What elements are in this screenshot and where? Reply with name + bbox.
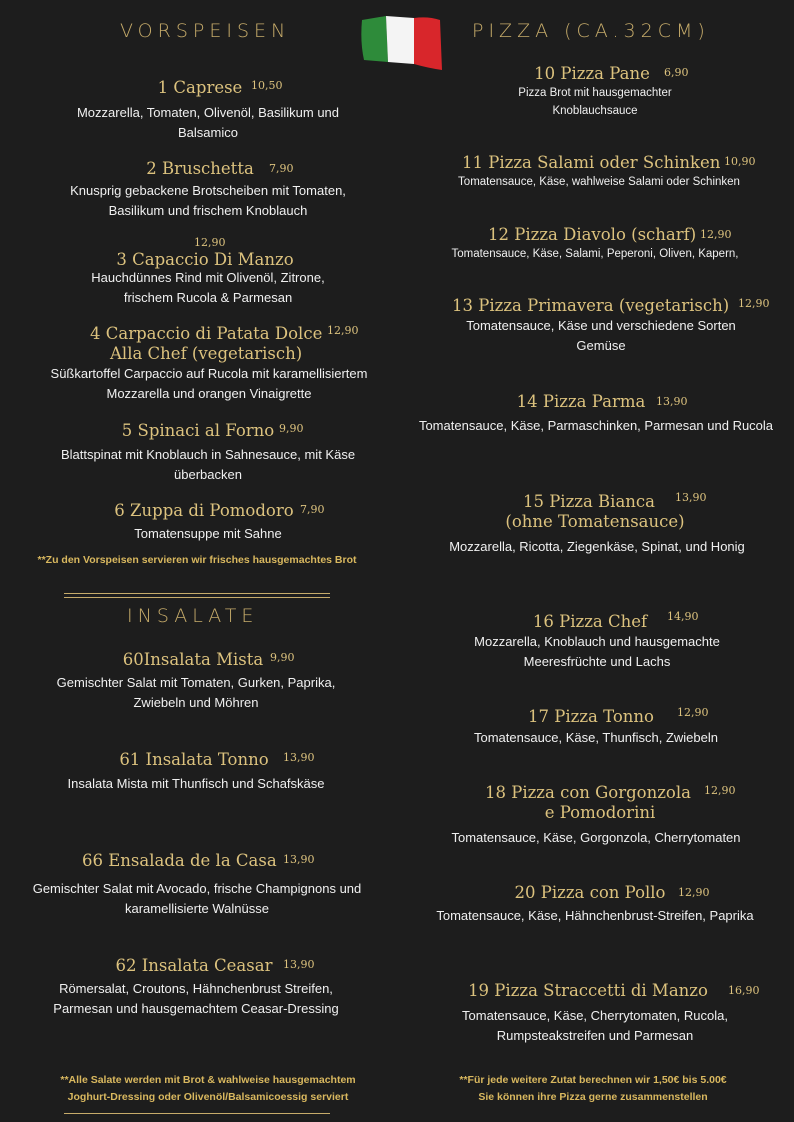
menu-item-description: Mozzarella, Tomaten, Olivenöl, Basilikum und Balsamico bbox=[76, 105, 340, 140]
menu-item-title: 20 Pizza con Pollo bbox=[514, 883, 666, 902]
menu-item-description: Pizza Brot mit hausgemachter Knoblauchsauce bbox=[518, 87, 672, 117]
menu-item-title: 11 Pizza Salami oder Schinken bbox=[462, 153, 721, 172]
menu-item-description: Hauchdünnes Rind mit Olivenöl, Zitrone, frischem Rucola & Parmesan bbox=[91, 270, 325, 305]
section-title-insalate: INSALATE bbox=[127, 605, 259, 627]
divider bbox=[64, 597, 330, 598]
menu-item-description: Gemischter Salat mit Avocado, frische Champignons und karamellisierte Walnüsse bbox=[32, 881, 362, 916]
menu-item-price: 13,90 bbox=[656, 395, 688, 408]
menu-item-title: 66 Ensalada de la Casa bbox=[82, 851, 277, 870]
menu-item-description: Mozzarella, Knoblauch und hausgemachte Meeresfrüchte und Lachs bbox=[474, 634, 720, 669]
menu-item-title: 10 Pizza Pane bbox=[534, 64, 650, 83]
menu-item-description: Tomatensauce, Käse, Gorgonzola, Cherrytomaten bbox=[451, 830, 741, 845]
menu-item-price: 12,90 bbox=[677, 706, 709, 719]
menu-item-description: Tomatensauce, Käse, Salami, Peperoni, Oliven, Kapern, bbox=[451, 248, 739, 260]
menu-item-price: 12,90 bbox=[194, 236, 226, 249]
menu-item-price: 12,90 bbox=[704, 784, 736, 797]
menu-item-title: 15 Pizza Bianca bbox=[522, 492, 656, 511]
menu-item-description: Insalata Mista mit Thunfisch und Schafskäse bbox=[67, 776, 325, 791]
menu-item-description: Tomatensauce, Käse, Hähnchenbrust-Streifen, Paprika bbox=[436, 908, 754, 923]
menu-item-description: Tomatensauce, Käse und verschiedene Sorten Gemüse bbox=[466, 318, 736, 353]
menu-item-title: 2 Bruschetta bbox=[146, 159, 254, 178]
menu-item-title: 12 Pizza Diavolo (scharf) bbox=[488, 225, 697, 244]
menu-item-price: 16,90 bbox=[728, 984, 760, 997]
menu-item-description: Tomatensauce, Käse, wahlweise Salami oder Schinken bbox=[458, 176, 740, 188]
menu-item-description: Tomatensauce, Käse, Cherrytomaten, Rucola, Rumpsteakstreifen und Parmesan bbox=[462, 1008, 728, 1043]
divider bbox=[64, 593, 330, 594]
menu-item-description: Süßkartoffel Carpaccio auf Rucola mit karamellisiertem Mozzarella und orangen Vinaigrette bbox=[50, 366, 368, 401]
menu-item-price: 12,90 bbox=[678, 886, 710, 899]
menu-item-price: 13,90 bbox=[283, 853, 315, 866]
insalate-note-line1: **Alle Salate werden mit Brot & wahlweise hausgemachtem bbox=[60, 1074, 356, 1086]
menu-item-title: 17 Pizza Tonno bbox=[528, 707, 654, 726]
menu-item-title-line2: e Pomodorini bbox=[544, 803, 656, 822]
menu-item-title: 3 Capaccio Di Manzo bbox=[116, 250, 294, 269]
menu-item-price: 9,90 bbox=[279, 422, 304, 435]
menu-item-price: 13,90 bbox=[283, 958, 315, 971]
pizza-note-line1: **Für jede weitere Zutat berechnen wir 1,50€ bis 5.00€ bbox=[459, 1074, 727, 1086]
menu-item-description: Tomatensauce, Käse, Parmaschinken, Parmesan und Rucola bbox=[418, 418, 774, 433]
menu-item-title: 4 Carpaccio di Patata Dolce bbox=[90, 324, 323, 343]
menu-item-title: 1 Caprese bbox=[157, 78, 243, 97]
menu-item-price: 14,90 bbox=[667, 610, 699, 623]
menu-item-price: 12,90 bbox=[327, 324, 359, 337]
menu-item-price: 6,90 bbox=[664, 66, 689, 79]
vorspeisen-note: **Zu den Vorspeisen servieren wir frisches hausgemachtes Brot bbox=[37, 554, 357, 566]
menu-item-title: 14 Pizza Parma bbox=[516, 392, 646, 411]
menu-item-price: 12,90 bbox=[700, 228, 732, 241]
section-title-vorspeisen: VORSPEISEN bbox=[120, 20, 291, 42]
pizza-note bbox=[412, 1072, 774, 1106]
menu-item-title: 18 Pizza con Gorgonzola bbox=[484, 783, 691, 802]
menu-item-title: 16 Pizza Chef bbox=[532, 612, 648, 631]
menu-item-price: 7,90 bbox=[300, 503, 325, 516]
menu-item-description: Römersalat, Croutons, Hähnchenbrust Streifen, Parmesan und hausgemachtem Ceasar-Dressing bbox=[53, 981, 339, 1016]
section-title-pizza: PIZZA (CA.32CM) bbox=[472, 20, 710, 42]
menu-item-price: 7,90 bbox=[269, 162, 294, 175]
menu-item-description: Mozzarella, Ricotta, Ziegenkäse, Spinat, und Honig bbox=[449, 539, 745, 554]
menu-item-price: 10,90 bbox=[724, 155, 756, 168]
insalate-note-line2: Joghurt-Dressing oder Olivenöl/Balsamicoessig serviert bbox=[67, 1091, 349, 1103]
menu-item-title: 19 Pizza Straccetti di Manzo bbox=[468, 981, 708, 1000]
italian-flag-icon bbox=[356, 12, 444, 70]
menu-item-description: Gemischter Salat mit Tomaten, Gurken, Paprika, Zwiebeln und Möhren bbox=[56, 675, 336, 710]
pizza-note-line2: Sie können ihre Pizza gerne zusammenstellen bbox=[478, 1091, 708, 1103]
insalate-note bbox=[12, 1072, 404, 1106]
menu-item-price: 13,90 bbox=[283, 751, 315, 764]
menu-item-title: 13 Pizza Primavera (vegetarisch) bbox=[452, 296, 730, 315]
menu-item-title: 61 Insalata Tonno bbox=[119, 750, 269, 769]
menu-item-price: 9,90 bbox=[270, 651, 295, 664]
menu-item-description: Tomatensauce, Käse, Thunfisch, Zwiebeln bbox=[473, 730, 718, 745]
menu-item-price: 12,90 bbox=[738, 297, 770, 310]
menu-item-price: 13,90 bbox=[675, 491, 707, 504]
menu-item-description: Knusprig gebackene Brotscheiben mit Tomaten, Basilikum und frischem Knoblauch bbox=[70, 183, 346, 218]
menu-item-title-line2: Alla Chef (vegetarisch) bbox=[110, 344, 303, 363]
menu-item-title-line2: (ohne Tomatensauce) bbox=[505, 512, 685, 531]
divider bbox=[64, 1113, 330, 1114]
menu-item-title: 6 Zuppa di Pomodoro bbox=[114, 501, 294, 520]
menu-item-description: Blattspinat mit Knoblauch in Sahnesauce, mit Käse überbacken bbox=[60, 447, 356, 482]
menu-item-price: 10,50 bbox=[251, 79, 283, 92]
menu-item-title: 60Insalata Mista bbox=[122, 650, 264, 669]
menu-item-title: 5 Spinaci al Forno bbox=[121, 421, 275, 440]
menu-item-title: 62 Insalata Ceasar bbox=[115, 956, 273, 975]
menu-item-description: Tomatensuppe mit Sahne bbox=[134, 526, 282, 541]
